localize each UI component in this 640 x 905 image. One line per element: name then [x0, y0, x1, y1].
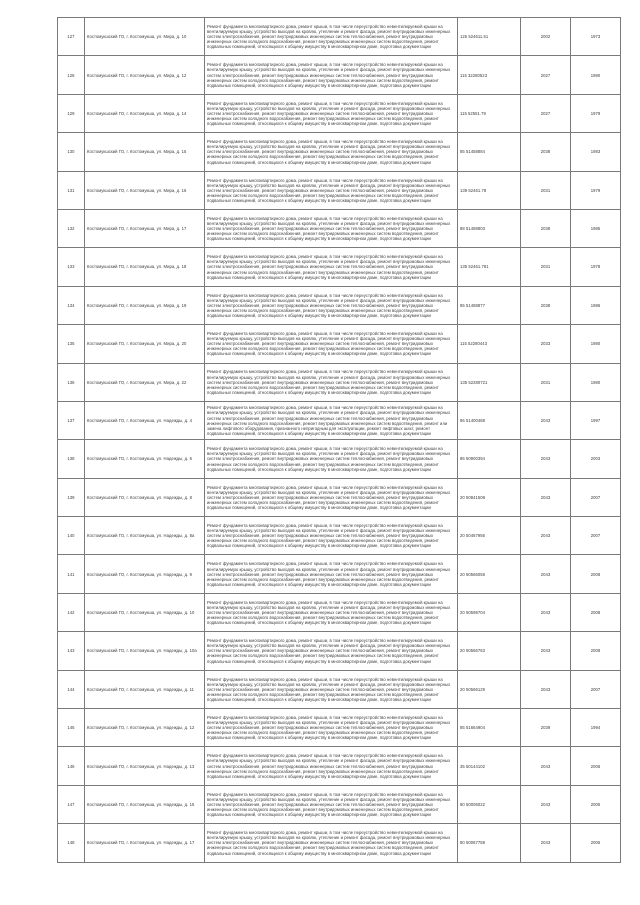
build-year: 1980 — [571, 363, 621, 401]
repair-works: Ремонт фундамента многоквартирного дома, ремонт крыши, в том числе переустройство невентилируемой крыши на вентилируемую крышу, устройство выходов на кровлю, утепление и ремонт фасада, ремонт внутридомовых инженерных систем электроснабжения, ремонт внутридомовых инженерных систем теплоснабжения, ремонт внутридомовых инженерных систем холодного водоснабжения, ремонт внутридомовых инженерных систем водоотведения, ремонт подвальных помещений, относящихся к общему имуществу в многоквартирном доме, подготовка документации — [205, 517, 458, 555]
table-row — [58, 632, 621, 670]
repair-works: Ремонт фундамента многоквартирного дома, ремонт крыши, в том числе переустройство невентилируемой крыши на вентилируемую крышу, устройство выходов на кровлю, утепление и ремонт фасада, ремонт внутридомовых инженерных систем электроснабжения, ремонт внутридомовых инженерных систем теплоснабжения, ремонт внутридомовых инженерных систем холодного водоснабжения, ремонт внутридомовых инженерных систем водоотведения, ремонт подвальных помещений, относящихся к общему имуществу в многоквартирном доме, подготовка документации — [205, 286, 458, 324]
build-year: 1979 — [571, 171, 621, 209]
repair-works: Ремонт фундамента многоквартирного дома, ремонт крыши, в том числе переустройство невентилируемой крыши на вентилируемую крышу, устройство выходов на кровлю, утепление и ремонт фасада, ремонт внутридомовых инженерных систем электроснабжения, ремонт внутридомовых инженерных систем теплоснабжения, ремонт внутридомовых инженерных систем холодного водоснабжения, ремонт внутридомовых инженерных систем водоотведения, ремонт подвальных помещений, относящихся к общему имуществу в многоквартирном доме, подготовка документации — [205, 670, 458, 708]
planned-year: 2027 — [521, 56, 571, 94]
repair-works: Ремонт фундамента многоквартирного дома, ремонт крыши, в том числе переустройство невентилируемой крыши на вентилируемую крышу, устройство выходов на кровлю, утепление и ремонт фасада, ремонт внутридомовых инженерных систем электроснабжения, ремонт внутридомовых инженерных систем теплоснабжения, ремонт внутридомовых инженерных систем холодного водоснабжения, ремонт внутридомовых инженерных систем водоотведения, ремонт подвальных помещений, относящихся к общему имуществу в многоквартирном доме, подготовка документации — [205, 18, 458, 56]
cost-value: 115 32280523 — [458, 56, 521, 94]
planned-year: 2031 — [521, 171, 571, 209]
row-number: 143 — [58, 632, 85, 670]
planned-year: 2043 — [521, 632, 571, 670]
build-year: 1979 — [571, 94, 621, 132]
building-address: Костомукшский ГО, г. Костомукша, ул. Мира, д. 10 — [85, 18, 205, 56]
planned-year: 2043 — [521, 785, 571, 823]
build-year: 2007 — [571, 478, 621, 516]
repair-works: Ремонт фундамента многоквартирного дома, ремонт крыши, в том числе переустройство невентилируемой крыши на вентилируемую крышу, устройство выходов на кровлю, утепление и ремонт фасада, ремонт внутридомовых инженерных систем электроснабжения, ремонт внутридомовых инженерных систем теплоснабжения, ремонт внутридомовых инженерных систем холодного водоснабжения, ремонт внутридомовых инженерных систем водоотведения, ремонт подвальных помещений, относящихся к общему имуществу в многоквартирном доме, подготовка документации — [205, 555, 458, 593]
row-number: 147 — [58, 785, 85, 823]
table-row — [58, 133, 621, 171]
building-address: Костомукшский ГО, г. Костомукша, ул. Надежды, д. 15 — [85, 785, 205, 823]
repair-works: Ремонт фундамента многоквартирного дома, ремонт крыши, в том числе переустройство невентилируемой крыши на вентилируемую крышу, устройство выходов на кровлю, утепление и ремонт фасада, ремонт внутридомовых инженерных систем электроснабжения, ремонт внутридомовых инженерных систем теплоснабжения, ремонт внутридомовых инженерных систем холодного водоснабжения, ремонт внутридомовых инженерных систем водоотведения, ремонт подвальных помещений, относящихся к общему имуществу в многоквартирном доме, подготовка документации — [205, 709, 458, 747]
building-address: Костомукшский ГО, г. Костомукша, ул. Надежды, д. 13 — [85, 747, 205, 785]
table-body — [58, 18, 621, 863]
planned-year: 2038 — [521, 209, 571, 247]
table-row — [58, 593, 621, 631]
table-row — [58, 56, 621, 94]
cost-value: 135 52461.781 — [458, 248, 521, 286]
repair-works: Ремонт фундамента многоквартирного дома, ремонт крыши, в том числе переустройство невентилируемой крыши на вентилируемую крышу, устройство выходов на кровлю, утепление и ремонт фасада, ремонт внутридомовых инженерных систем электроснабжения, ремонт внутридомовых инженерных систем теплоснабжения, ремонт внутридомовых инженерных систем холодного водоснабжения, ремонт внутридомовых инженерных систем водоотведения, ремонт подвальных помещений, относящихся к общему имуществу в многоквартирном доме, подготовка документации — [205, 747, 458, 785]
build-year: 2007 — [571, 517, 621, 555]
cost-value: 20 50841508 — [458, 478, 521, 516]
building-address: Костомукшский ГО, г. Костомукша, ул. Мира, д. 17 — [85, 209, 205, 247]
planned-year: 2038 — [521, 286, 571, 324]
build-year: 1985 — [571, 209, 621, 247]
building-address: Костомукшский ГО, г. Костомукша, ул. Мира, д. 22 — [85, 363, 205, 401]
building-address: Костомукшский ГО, г. Костомукша, ул. Надежды, д. 4 — [85, 401, 205, 439]
capital-repair-table — [57, 17, 621, 863]
cost-value: 86 50900394 — [458, 440, 521, 478]
build-year: 1980 — [571, 56, 621, 94]
table-row — [58, 248, 621, 286]
cost-value: 85 51664904 — [458, 709, 521, 747]
table-row — [58, 94, 621, 132]
row-number: 134 — [58, 286, 85, 324]
cost-value: 20 50566763 — [458, 632, 521, 670]
building-address: Костомукшский ГО, г. Костомукша, ул. Мира, д. 14 — [85, 94, 205, 132]
table-row — [58, 478, 621, 516]
building-address: Костомукшский ГО, г. Костомукша, ул. Надежды, д. 10а — [85, 632, 205, 670]
row-number: 140 — [58, 517, 85, 555]
building-address: Костомукшский ГО, г. Костомукша, ул. Мира, д. 15 — [85, 133, 205, 171]
building-address: Костомукшский ГО, г. Костомукша, ул. Мира, д. 16 — [85, 171, 205, 209]
build-year: 1994 — [571, 709, 621, 747]
table-row — [58, 401, 621, 439]
cost-value: 20 50467956 — [458, 517, 521, 555]
repair-works: Ремонт фундамента многоквартирного дома, ремонт крыши, в том числе переустройство невентилируемой крыши на вентилируемую крышу, устройство выходов на кровлю, утепление и ремонт фасада, ремонт внутридомовых инженерных систем электроснабжения, ремонт внутридомовых инженерных систем теплоснабжения, ремонт внутридомовых инженерных систем холодного водоснабжения, ремонт внутридомовых инженерных систем водоотведения, ремонт подвальных помещений, относящихся к общему имуществу в многоквартирном доме, подготовка документации — [205, 94, 458, 132]
building-address: Костомукшский ГО, г. Костомукша, ул. Мира, д. 12 — [85, 56, 205, 94]
repair-works: Ремонт фундамента многоквартирного дома, ремонт крыши, в том числе переустройство невентилируемой крыши на вентилируемую крышу, устройство выходов на кровлю, утепление и ремонт фасада, ремонт внутридомовых инженерных систем электроснабжения, ремонт внутридомовых инженерных систем теплоснабжения, ремонт внутридомовых инженерных систем холодного водоснабжения, ремонт внутридомовых инженерных систем водоотведения, ремонт подвальных помещений, относящихся к общему имуществу в многоквартирном доме, подготовка документации — [205, 56, 458, 94]
row-number: 137 — [58, 401, 85, 439]
planned-year: 2043 — [521, 517, 571, 555]
building-address: Костомукшский ГО, г. Костомукша, ул. Надежды, д. 8 — [85, 478, 205, 516]
cost-value: 85 51458884 — [458, 133, 521, 171]
building-address: Костомукшский ГО, г. Костомукша, ул. Мира, д. 18 — [85, 248, 205, 286]
cost-value: 86 51400488 — [458, 401, 521, 439]
row-number: 130 — [58, 133, 85, 171]
table-row — [58, 824, 621, 862]
row-number: 132 — [58, 209, 85, 247]
planned-year: 2031 — [521, 248, 571, 286]
building-address: Костомукшский ГО, г. Костомукша, ул. Надежды, д. 6 — [85, 440, 205, 478]
repair-works: Ремонт фундамента многоквартирного дома, ремонт крыши, в том числе переустройство невентилируемой крыши на вентилируемую крышу, устройство выходов на кровлю, утепление и ремонт фасада, ремонт внутридомовых инженерных систем электроснабжения, ремонт внутридомовых инженерных систем теплоснабжения, ремонт внутридомовых инженерных систем холодного водоснабжения, ремонт внутридомовых инженерных систем водоотведения, ремонт подвальных помещений, относящихся к общему имуществу в многоквартирном доме, подготовка документации — [205, 133, 458, 171]
cost-value: 115 52551.79 — [458, 94, 521, 132]
row-number: 127 — [58, 18, 85, 56]
planned-year: 2043 — [521, 670, 571, 708]
repair-works: Ремонт фундамента многоквартирного дома, ремонт крыши, в том числе переустройство невентилируемой крыши на вентилируемую крышу, устройство выходов на кровлю, утепление и ремонт фасада, ремонт внутридомовых инженерных систем электроснабжения, ремонт внутридомовых инженерных систем теплоснабжения, ремонт внутридомовых инженерных систем холодного водоснабжения, ремонт внутридомовых инженерных систем водоотведения, ремонт подвальных помещений, относящихся к общему имуществу в многоквартирном доме, подготовка документации — [205, 785, 458, 823]
document-page — [57, 17, 620, 863]
cost-value: 35 50144102 — [458, 747, 521, 785]
build-year: 2005 — [571, 785, 621, 823]
build-year: 2008 — [571, 593, 621, 631]
build-year: 1973 — [571, 18, 621, 56]
planned-year: 2043 — [521, 401, 571, 439]
build-year: 2005 — [571, 824, 621, 862]
repair-works: Ремонт фундамента многоквартирного дома, ремонт крыши, в том числе переустройство невентилируемой крыши на вентилируемую крышу, устройство выходов на кровлю, утепление и ремонт фасада, ремонт внутридомовых инженерных систем электроснабжения, ремонт внутридомовых инженерных систем теплоснабжения, ремонт внутридомовых инженерных систем холодного водоснабжения, ремонт внутридомовых инженерных систем водоотведения, ремонт подвальных помещений, относящихся к общему имуществу в многоквартирном доме, подготовка документации — [205, 363, 458, 401]
building-address: Костомукшский ГО, г. Костомукша, ул. Надежды, д. 9 — [85, 555, 205, 593]
building-address: Костомукшский ГО, г. Костомукша, ул. Надежды, д. 11 — [85, 670, 205, 708]
table-row — [58, 785, 621, 823]
table-row — [58, 517, 621, 555]
row-number: 129 — [58, 94, 85, 132]
planned-year: 2039 — [521, 709, 571, 747]
row-number: 144 — [58, 670, 85, 708]
row-number: 145 — [58, 709, 85, 747]
repair-works: Ремонт фундамента многоквартирного дома, ремонт крыши, в том числе переустройство невентилируемой крыши на вентилируемую крышу, устройство выходов на кровлю, утепление и ремонт фасада, ремонт внутридомовых инженерных систем электроснабжения, ремонт внутридомовых инженерных систем теплоснабжения, ремонт внутридомовых инженерных систем холодного водоснабжения, ремонт внутридомовых инженерных систем водоотведения, ремонт подвальных помещений, относящихся к общему имуществу в многоквартирном доме, подготовка документации — [205, 478, 458, 516]
cost-value: 20 50598704 — [458, 593, 521, 631]
repair-works: Ремонт фундамента многоквартирного дома, ремонт крыши, в том числе переустройство невентилируемой крыши на вентилируемую крышу, устройство выходов на кровлю, утепление и ремонт фасада, ремонт внутридомовых инженерных систем электроснабжения, ремонт внутридомовых инженерных систем теплоснабжения, ремонт внутридомовых инженерных систем холодного водоснабжения, ремонт внутридомовых инженерных систем водоотведения, ремонт подвальных помещений, относящихся к общему имуществу в многоквартирном доме, подготовка документации — [205, 824, 458, 862]
row-number: 148 — [58, 824, 85, 862]
table-row — [58, 555, 621, 593]
building-address: Костомукшский ГО, г. Костомукша, ул. Мира, д. 20 — [85, 325, 205, 363]
building-address: Костомукшский ГО, г. Костомукша, ул. Мира, д. 19 — [85, 286, 205, 324]
row-number: 139 — [58, 478, 85, 516]
row-number: 141 — [58, 555, 85, 593]
build-year: 2008 — [571, 555, 621, 593]
table-row — [58, 171, 621, 209]
row-number: 142 — [58, 593, 85, 631]
build-year: 2003 — [571, 440, 621, 478]
build-year: 1997 — [571, 401, 621, 439]
cost-value: 88 51488803 — [458, 209, 521, 247]
cost-value: 135 52280721 — [458, 363, 521, 401]
planned-year: 2033 — [521, 325, 571, 363]
build-year: 1978 — [571, 248, 621, 286]
repair-works: Ремонт фундамента многоквартирного дома, ремонт крыши, в том числе переустройство невентилируемой крыши на вентилируемую крышу, устройство выходов на кровлю, утепление и ремонт фасада, ремонт внутридомовых инженерных систем электроснабжения, ремонт внутридомовых инженерных систем теплоснабжения, ремонт внутридомовых инженерных систем холодного водоснабжения, ремонт внутридомовых инженерных систем водоотведения, ремонт подвальных помещений, относящихся к общему имуществу в многоквартирном доме, подготовка документации — [205, 209, 458, 247]
building-address: Костомукшский ГО, г. Костомукша, ул. Надежды, д. 10 — [85, 593, 205, 631]
planned-year: 2043 — [521, 478, 571, 516]
planned-year: 2043 — [521, 555, 571, 593]
cost-value: 80 50006022 — [458, 785, 521, 823]
table-row — [58, 747, 621, 785]
planned-year: 2038 — [521, 133, 571, 171]
row-number: 135 — [58, 325, 85, 363]
row-number: 136 — [58, 363, 85, 401]
cost-value: 139 52461.78 — [458, 171, 521, 209]
cost-value: 80 50067788 — [458, 824, 521, 862]
table-row — [58, 670, 621, 708]
building-address: Костомукшский ГО, г. Костомукша, ул. Надежды, д. 12 — [85, 709, 205, 747]
planned-year: 2031 — [521, 363, 571, 401]
building-address: Костомукшский ГО, г. Костомукша, ул. Надежды, д. 17 — [85, 824, 205, 862]
planned-year: 2043 — [521, 824, 571, 862]
build-year: 1983 — [571, 133, 621, 171]
table-row — [58, 286, 621, 324]
repair-works: Ремонт фундамента многоквартирного дома, ремонт крыши, в том числе переустройство невентилируемой крыши на вентилируемую крышу, устройство выходов на кровлю, утепление и ремонт фасада, ремонт внутридомовых инженерных систем электроснабжения, ремонт внутридомовых инженерных систем теплоснабжения, ремонт внутридомовых инженерных систем холодного водоснабжения, ремонт внутридомовых инженерных систем водоотведения, ремонт или замена лифтового оборудования, признанного непригодным для эксплуатации, ремонт лифтовых шахт, ремонт подвальных помещений, относящихся к общему имуществу в многоквартирном доме, подготовка документации — [205, 401, 458, 439]
repair-works: Ремонт фундамента многоквартирного дома, ремонт крыши, в том числе переустройство невентилируемой крыши на вентилируемую крышу, устройство выходов на кровлю, утепление и ремонт фасада, ремонт внутридомовых инженерных систем электроснабжения, ремонт внутридомовых инженерных систем теплоснабжения, ремонт внутридомовых инженерных систем холодного водоснабжения, ремонт внутридомовых инженерных систем водоотведения, ремонт подвальных помещений, относящихся к общему имуществу в многоквартирном доме, подготовка документации — [205, 632, 458, 670]
row-number: 138 — [58, 440, 85, 478]
cost-value: 125 524611.51 — [458, 18, 521, 56]
cost-value: 85 51488877 — [458, 286, 521, 324]
planned-year: 2043 — [521, 440, 571, 478]
row-number: 146 — [58, 747, 85, 785]
table-row — [58, 363, 621, 401]
build-year: 1986 — [571, 286, 621, 324]
table-row — [58, 709, 621, 747]
cost-value: 20 50566129 — [458, 670, 521, 708]
build-year: 2007 — [571, 670, 621, 708]
repair-works: Ремонт фундамента многоквартирного дома, ремонт крыши, в том числе переустройство невентилируемой крыши на вентилируемую крышу, устройство выходов на кровлю, утепление и ремонт фасада, ремонт внутридомовых инженерных систем электроснабжения, ремонт внутридомовых инженерных систем теплоснабжения, ремонт внутридомовых инженерных систем холодного водоснабжения, ремонт внутридомовых инженерных систем водоотведения, ремонт подвальных помещений, относящихся к общему имуществу в многоквартирном доме, подготовка документации — [205, 171, 458, 209]
repair-works: Ремонт фундамента многоквартирного дома, ремонт крыши, в том числе переустройство невентилируемой крыши на вентилируемую крышу, устройство выходов на кровлю, утепление и ремонт фасада, ремонт внутридомовых инженерных систем электроснабжения, ремонт внутридомовых инженерных систем теплоснабжения, ремонт внутридомовых инженерных систем холодного водоснабжения, ремонт внутридомовых инженерных систем водоотведения, ремонт подвальных помещений, относящихся к общему имуществу в многоквартирном доме, подготовка документации — [205, 440, 458, 478]
table-row — [58, 325, 621, 363]
planned-year: 2043 — [521, 593, 571, 631]
build-year: 2008 — [571, 632, 621, 670]
build-year: 2006 — [571, 747, 621, 785]
repair-works: Ремонт фундамента многоквартирного дома, ремонт крыши, в том числе переустройство невентилируемой крыши на вентилируемую крышу, устройство выходов на кровлю, утепление и ремонт фасада, ремонт внутридомовых инженерных систем электроснабжения, ремонт внутридомовых инженерных систем теплоснабжения, ремонт внутридомовых инженерных систем холодного водоснабжения, ремонт внутридомовых инженерных систем водоотведения, ремонт подвальных помещений, относящихся к общему имуществу в многоквартирном доме, подготовка документации — [205, 248, 458, 286]
planned-year: 2043 — [521, 747, 571, 785]
row-number: 131 — [58, 171, 85, 209]
table-row — [58, 18, 621, 56]
cost-value: 20 50566056 — [458, 555, 521, 593]
row-number: 128 — [58, 56, 85, 94]
building-address: Костомукшский ГО, г. Костомукша, ул. Надежды, д. 8а — [85, 517, 205, 555]
repair-works: Ремонт фундамента многоквартирного дома, ремонт крыши, в том числе переустройство невентилируемой крыши на вентилируемую крышу, устройство выходов на кровлю, утепление и ремонт фасада, ремонт внутридомовых инженерных систем электроснабжения, ремонт внутридомовых инженерных систем теплоснабжения, ремонт внутридомовых инженерных систем холодного водоснабжения, ремонт внутридомовых инженерных систем водоотведения, ремонт подвальных помещений, относящихся к общему имуществу в многоквартирном доме, подготовка документации — [205, 325, 458, 363]
table-row — [58, 440, 621, 478]
cost-value: 115 52280443 — [458, 325, 521, 363]
table-row — [58, 209, 621, 247]
build-year: 1980 — [571, 325, 621, 363]
repair-works: Ремонт фундамента многоквартирного дома, ремонт крыши, в том числе переустройство невентилируемой крыши на вентилируемую крышу, устройство выходов на кровлю, утепление и ремонт фасада, ремонт внутридомовых инженерных систем электроснабжения, ремонт внутридомовых инженерных систем теплоснабжения, ремонт внутридомовых инженерных систем холодного водоснабжения, ремонт внутридомовых инженерных систем водоотведения, ремонт подвальных помещений, относящихся к общему имуществу в многоквартирном доме, подготовка документации — [205, 593, 458, 631]
planned-year: 2002 — [521, 18, 571, 56]
planned-year: 2027 — [521, 94, 571, 132]
row-number: 133 — [58, 248, 85, 286]
